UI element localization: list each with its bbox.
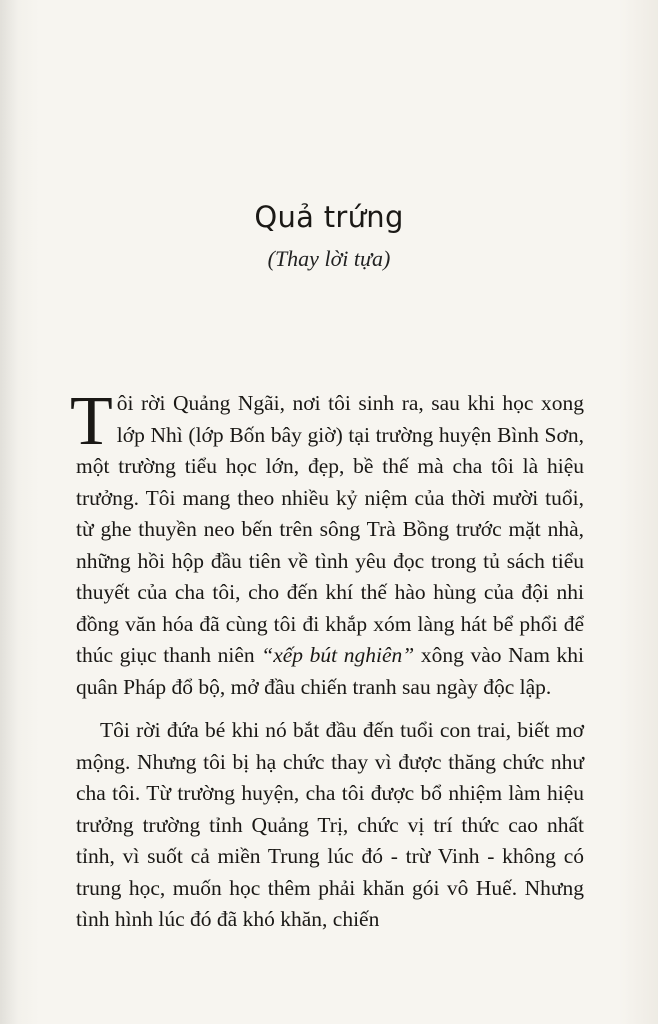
paragraph-1 xyxy=(70,383,585,703)
text-line: mơ mộng. Nhưng tôi bị hạ chức thay vì được thăng xyxy=(76,718,584,774)
chapter-title: Quả trứng xyxy=(254,200,404,234)
quote-close: nghiên” xyxy=(343,643,415,667)
text-line: trước mặt nhà, những hồi hộp đầu tiên về tình yêu đọc xyxy=(76,517,584,573)
text-line: Vinh - không có trung học, muốn học thêm phải khăn xyxy=(76,844,584,900)
paragraph-2 xyxy=(76,715,584,936)
text-line: mười tuổi, từ ghe thuyền neo bến trên sông Trà Bồng xyxy=(76,485,584,541)
quote-open: “xếp bút xyxy=(261,643,338,667)
text-line: gói vô Huế. Nhưng tình hình lúc đó đã khó khăn, chiến xyxy=(76,875,584,931)
text-line: chiến tranh sau ngày độc lập. xyxy=(300,674,552,699)
text-line: Tôi rời đứa bé khi nó bắt đầu đến tuổi con trai, biết xyxy=(100,718,550,742)
text-line: xông vào Nam khi quân Pháp đổ bộ, mở đầu xyxy=(76,643,584,699)
text-line: trong tủ sách tiểu thuyết của cha tôi, cho đến khí thế xyxy=(76,548,585,604)
page-edge-shadow xyxy=(0,0,18,1024)
text-line: nhiệm làm hiệu trưởng trường tỉnh Quảng Trị, chức vị xyxy=(76,781,584,837)
chapter-subtitle: (Thay lời tựa) xyxy=(267,246,391,271)
body-text xyxy=(70,383,585,936)
text-line: Sơn, một trường tiểu học lớn, đẹp, bề thế mà cha tôi xyxy=(76,422,584,478)
text-line: lớp Nhì (lớp Bốn bây giờ) tại trường huyện Bình xyxy=(116,422,539,447)
text-line: xóm làng hát bể phổi để thúc giục thanh niên xyxy=(76,611,584,667)
text-line: là hiệu trưởng. Tôi mang theo nhiều kỷ niệm của thời xyxy=(76,454,584,510)
drop-cap: T xyxy=(70,383,113,460)
text-line: ôi rời Quảng Ngãi, nơi tôi sinh ra, sau khi học xong xyxy=(116,391,584,415)
text-line: chức như cha tôi. Từ trường huyện, cha tôi được bổ xyxy=(76,749,584,805)
text-line: hào hùng của đội nhi đồng văn hóa đã cùng tôi đi khắp xyxy=(76,580,585,636)
text-line: trí thức cao nhất tỉnh, vì suốt cả miền Trung lúc đó - trừ xyxy=(76,812,584,868)
